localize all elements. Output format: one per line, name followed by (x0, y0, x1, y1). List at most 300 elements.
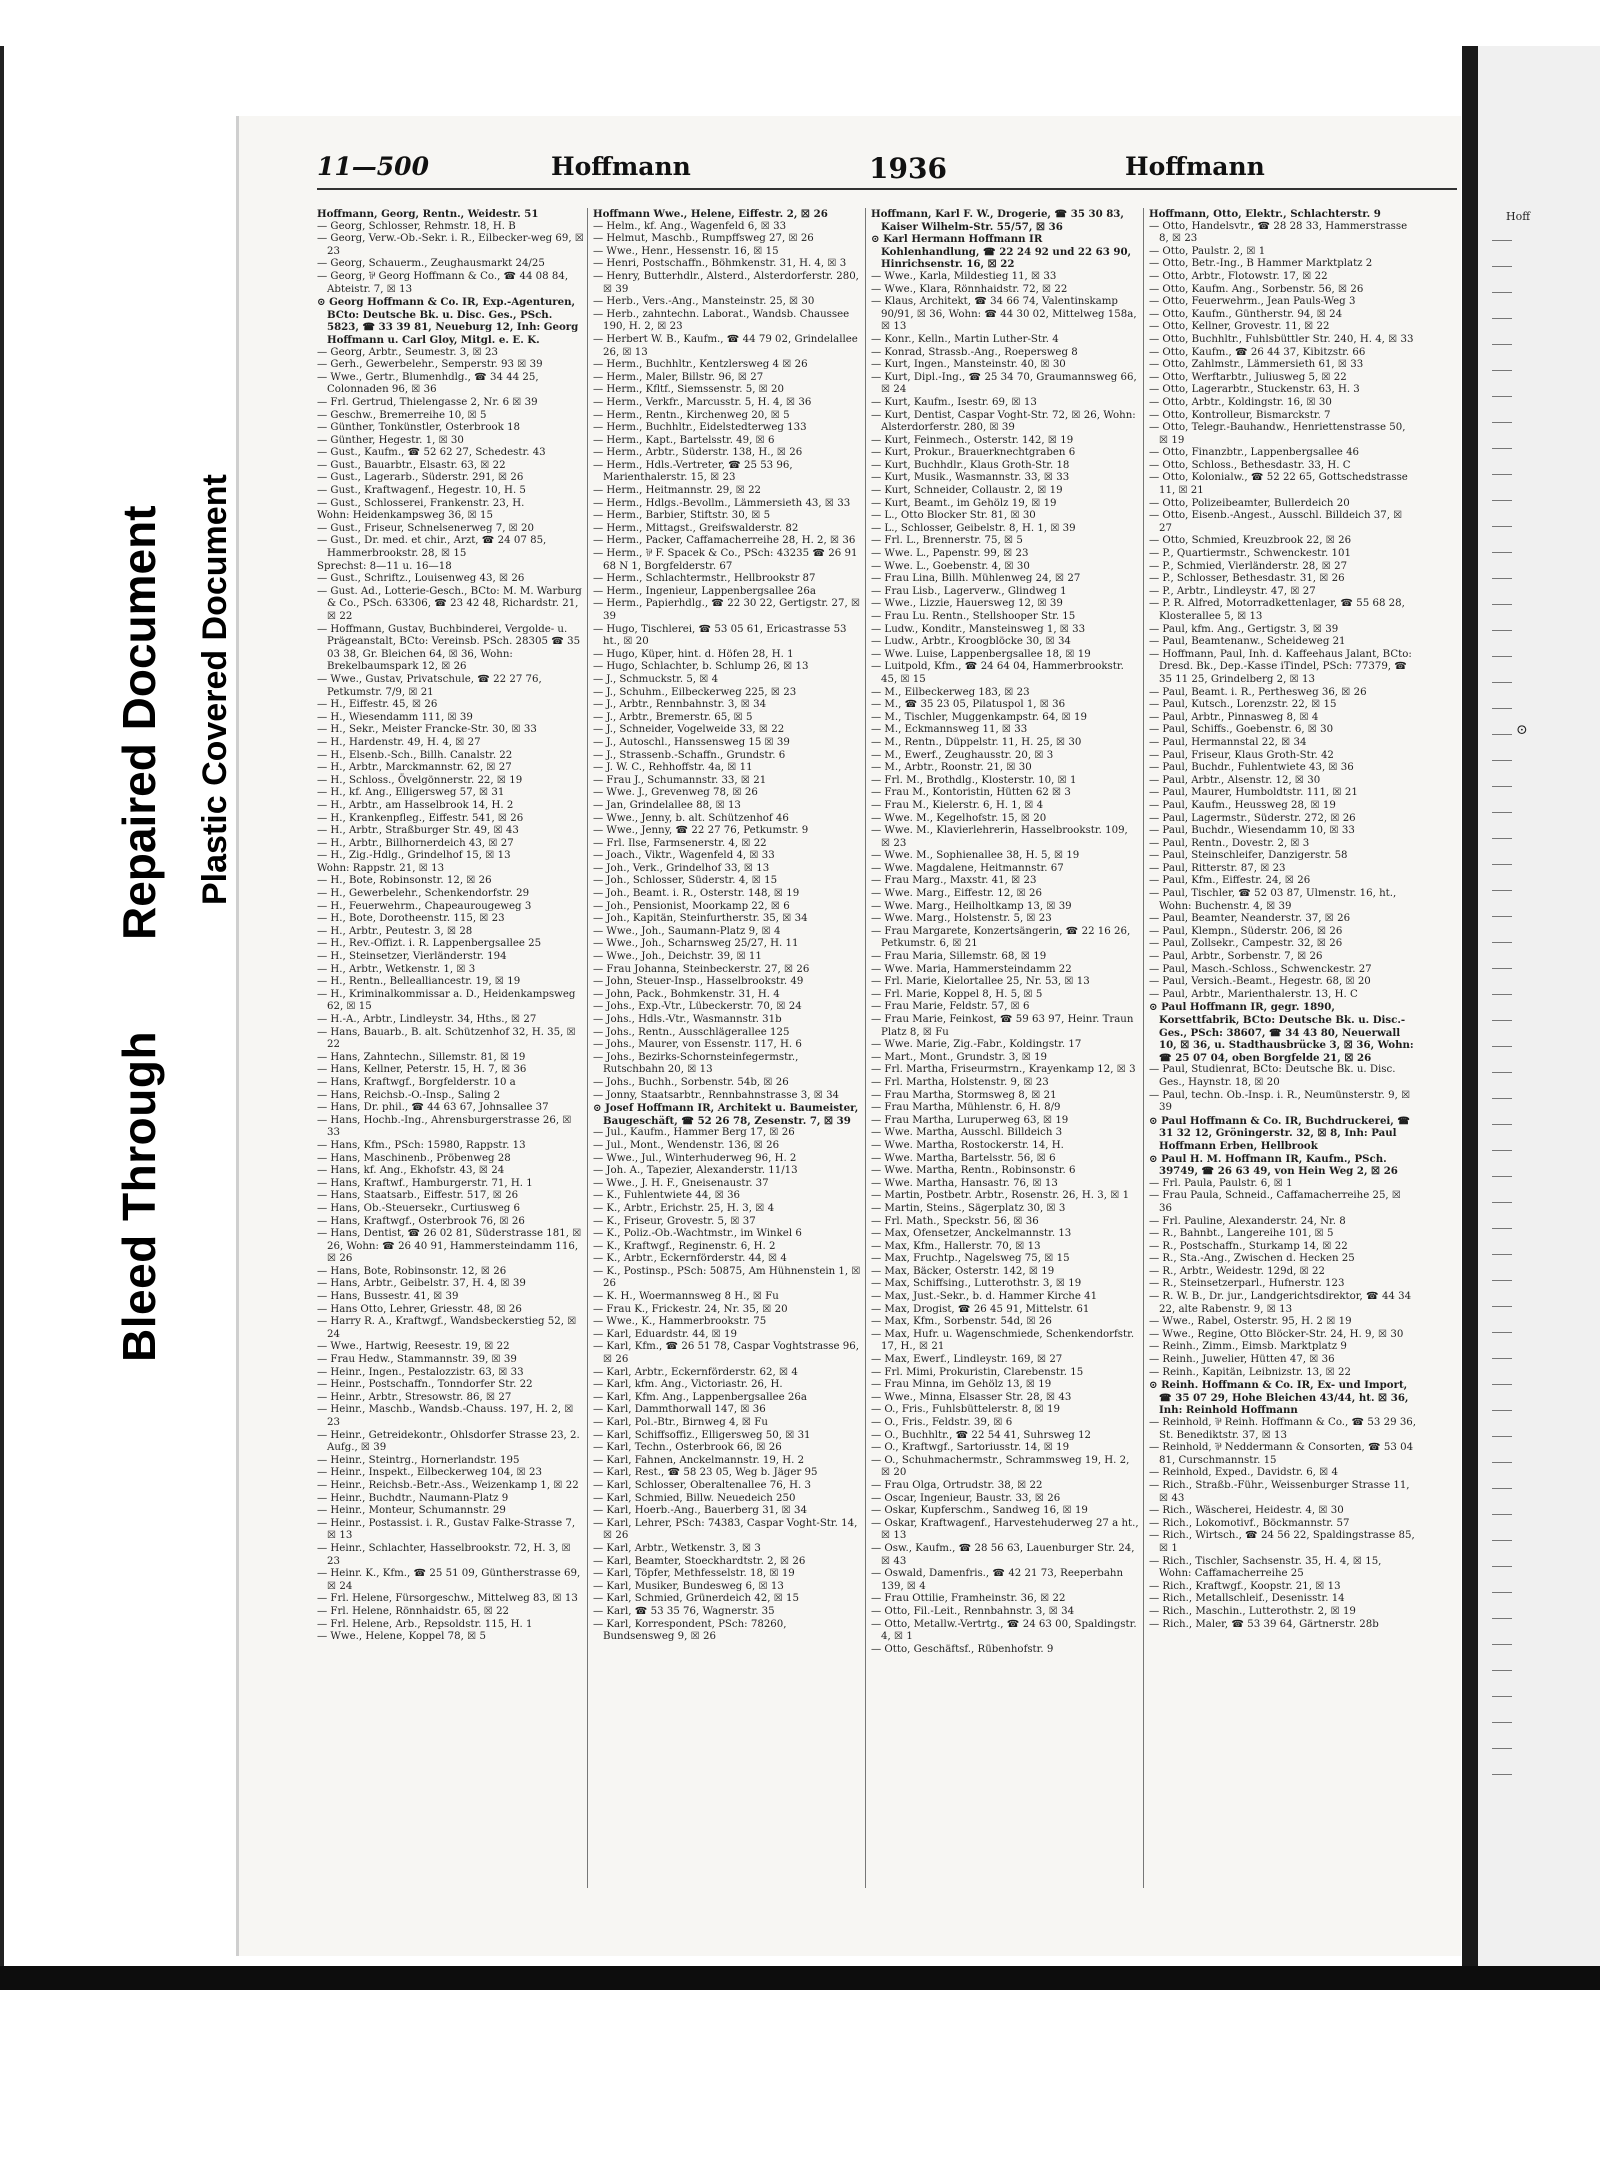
column-divider (865, 208, 866, 1888)
directory-entry: — Frau J., Schumannstr. 33, ☒ 21 (593, 774, 767, 786)
directory-entry: — Herm., Schlachtermstr., Hellbrookstr 87 (593, 573, 816, 585)
adjacent-page-line (1492, 968, 1512, 969)
adjacent-page-line (1492, 448, 1512, 449)
directory-entry: — Gust., Kaufm., ☎ 52 62 27, Schedestr. 43 (317, 447, 546, 459)
directory-entry: — Johs., Bezirks-Schornsteinfegermstr., Rutschbahn 20, ☒ 13 (593, 1051, 799, 1076)
directory-entry: — Otto, Schloss., Bethesdastr. 33, H. C (1149, 459, 1351, 471)
directory-entry: — Joh., Pensionist, Moorkamp 22, ☒ 6 (593, 900, 790, 912)
directory-entry: — Rich., Maler, ☎ 53 39 64, Gärtnerstr. 28b (1149, 1618, 1379, 1630)
directory-entry: — Otto, Paulstr. 2, ☒ 1 (1149, 245, 1266, 257)
directory-entry: — Klaus, Architekt, ☎ 34 66 74, Valentinskamp 90/91, ☒ 36, Wohn: ☎ 44 30 02, Mittelweg 158a, ☒ 13 (871, 296, 1137, 333)
directory-entry: — Max, Ewerf., Lindleystr. 169, ☒ 27 (871, 1354, 1063, 1366)
directory-entry: — Frau Olga, Ortrudstr. 38, ☒ 22 (871, 1479, 1043, 1491)
directory-entry: — Frau Maria, Sillemstr. 68, ☒ 19 (871, 951, 1047, 963)
directory-entry: — Wwe. M., Klavierlehrerin, Hasselbrookstr. 109, ☒ 23 (871, 825, 1128, 849)
directory-entry: — Kurt, Kaufm., Isestr. 69, ☒ 13 (871, 396, 1037, 408)
directory-entry: — Kurt, Dentist, Caspar Voght-Str. 72, ☒ 26, Wohn: Alsterdorferstr. 280, ☒ 39 (871, 409, 1136, 434)
directory-entry: — H., Elsenb.-Sch., Billh. Canalstr. 22 (317, 749, 513, 761)
directory-entry: — Wwe., Joh., Deichstr. 39, ☒ 11 (593, 951, 762, 963)
directory-entry: — Paul, Versich.-Beamt., Hegestr. 68, ☒ 20 (1149, 976, 1371, 988)
directory-entry: — Paul, Beamtenanw., Scheideweg 21 (1149, 636, 1346, 648)
directory-entry: — Wwe. Magdalene, Heitmannstr. 67 (871, 862, 1064, 874)
directory-entry: — Hans, Kraftwgf., Osterbrook 76, ☒ 26 (317, 1215, 525, 1227)
directory-entry: — Gust., Lagerarb., Süderstr. 291, ☒ 26 (317, 472, 524, 484)
adjacent-page-line (1492, 266, 1512, 267)
adjacent-page-line (1492, 1176, 1512, 1177)
directory-entry: — Rich., Wirtsch., ☎ 24 56 22, Spaldingstrasse 85, ☒ 1 (1149, 1530, 1415, 1554)
directory-entry: — Hoffmann, Paul, Inh. d. Kaffeehaus Jalant, BCto: Dresd. Bk., Dep.-Kasse iTindel, PSch: 77379, ☎ 35 11 25, Grindelberg 2, ☒ 13 (1149, 648, 1412, 685)
directory-entry: — Paul, Beamt. i. R., Perthesweg 36, ☒ 26 (1149, 686, 1367, 698)
directory-entry: — Otto, Lagerarbtr., Stuckenstr. 63, H. 3 (1149, 384, 1360, 396)
directory-entry: — Frl. M., Brothdlg., Klosterstr. 10, ☒ 1 (871, 774, 1077, 786)
directory-entry: — Wwe. L., Papenstr. 99, ☒ 23 (871, 548, 1029, 560)
directory-entry: — Karl, Musiker, Bundesweg 6, ☒ 13 (593, 1580, 784, 1592)
adjacent-page-line (1492, 526, 1512, 527)
directory-entry: — J. W. C., Rehhoffstr. 4a, ☒ 11 (593, 762, 753, 774)
directory-entry: — Herm., Kfltf., Siemssenstr. 5, ☒ 20 (593, 384, 785, 396)
directory-entry: — Wwe. Luise, Lappenbergsallee 18, ☒ 19 (871, 648, 1091, 660)
directory-entry: — John, Steuer-Insp., Hasselbrookstr. 49 (593, 976, 804, 988)
directory-entry: — H., Kriminalkommissar a. D., Heidenkampsweg 62, ☒ 15 (317, 988, 576, 1013)
directory-entry: — Paul, Tischler, ☎ 52 03 87, Ulmenstr. 16, ht., Wohn: Buchenstr. 4, ☒ 39 (1149, 888, 1397, 912)
directory-entry: — Heinr., Postschaffn., Tonndorfer Str. 22 (317, 1379, 533, 1391)
directory-entry: — R., Sta.-Ang., Zwischen d. Hecken 25 (1149, 1253, 1355, 1265)
directory-entry: — Herm., Heitmannstr. 29, ☒ 22 (593, 485, 762, 497)
directory-entry: — Gust., Dr. med. et chir., Arzt, ☎ 24 07 85, Hammerbrookstr. 28, ☒ 15 (317, 535, 547, 560)
directory-entry: — Wwe., Joh., Saumann-Platz 9, ☒ 4 (593, 925, 781, 937)
directory-entry: Hoffmann Wwe., Helene, Eiffestr. 2, ☒ 26 (593, 208, 828, 220)
directory-entry: — Otto, Kontrolleur, Bismarckstr. 7 (1149, 409, 1331, 421)
adjacent-page-line (1492, 292, 1512, 293)
directory-entry: — Heinr., Steintrg., Hornerlandstr. 195 (317, 1454, 520, 1466)
directory-entry: — Herm., Packer, Caffamacherreihe 28, H. 2, ☒ 36 (593, 535, 856, 547)
directory-entry: — K. H., Woermannsweg 8 H., ☒ Fu (593, 1291, 779, 1303)
directory-entry: ⊙ Josef Hoffmann IR, Architekt u. Baumeister, Baugeschäft, ☎ 52 26 78, Zesenstr. 7, ☒ 39 (593, 1102, 859, 1127)
page-header (239, 116, 1461, 196)
directory-entry: — K., Arbtr., Erichstr. 25, H. 3, ☒ 4 (593, 1202, 775, 1214)
directory-entry: — H., Krankenpfleg., Eiffestr. 541, ☒ 26 (317, 812, 524, 824)
adjacent-page-line (1492, 1748, 1512, 1749)
adjacent-page-line (1492, 604, 1512, 605)
directory-entry: — Paul, Arbtr., Marienthalerstr. 13, H. C (1149, 988, 1358, 1000)
directory-entry: — R., Steinsetzerparl., Hufnerstr. 123 (1149, 1278, 1345, 1290)
directory-entry: — Wwe., Joh., Scharnsweg 25/27, H. 11 (593, 938, 799, 950)
directory-entry: — Wwe. Martha, Bartelsstr. 56, ☒ 6 (871, 1152, 1056, 1164)
directory-entry: — P., Schlosser, Bethesdastr. 31, ☒ 26 (1149, 573, 1345, 585)
label-bleed-through: Bleed Through (113, 1030, 165, 1362)
directory-entry: — Georg, Verw.-Ob.-Sekr. i. R., Eilbecker-weg 69, ☒ 23 (317, 233, 584, 257)
adjacent-page-strip (1486, 210, 1596, 1910)
directory-entry: — Hans, Kraftwf., Hamburgerstr. 71, H. 1 (317, 1177, 533, 1189)
directory-entry: — Paul, Arbtr., Pinnasweg 8, ☒ 4 (1149, 711, 1319, 723)
directory-entry: — Kurt, Buchhdlr., Klaus Groth-Str. 18 (871, 459, 1070, 471)
directory-entry: ⊙ Karl Hermann Hoffmann IR Kohlenhandlung, ☎ 22 24 92 und 22 63 90, Hinrichsenstr. 16, ☒ 22 (871, 233, 1132, 271)
adjacent-page-line (1492, 1592, 1512, 1593)
directory-entry: — Reinh., Kapitän, Leibnizstr. 13, ☒ 22 (1149, 1366, 1351, 1378)
adjacent-page-line (1492, 1358, 1512, 1359)
directory-entry: — Gust., Friseur, Schnelsenerweg 7, ☒ 20 (317, 522, 535, 534)
directory-entry: — Gust., Schriftz., Louisenweg 43, ☒ 26 (317, 573, 525, 585)
directory-entry: — Wwe. Maria, Hammersteindamm 22 (871, 963, 1072, 975)
directory-entry: — Heinr., Getreidekontr., Ohlsdorfer Strasse 23, 2. Aufg., ☒ 39 (317, 1429, 580, 1454)
directory-entry: — Joh. A., Tapezier, Alexanderstr. 11/13 (593, 1165, 798, 1177)
directory-entry: — Johs., Rentn., Ausschlägerallee 125 (593, 1026, 790, 1038)
directory-entry: — Herm., Kapt., Bartelsstr. 49, ☒ 6 (593, 434, 775, 446)
adjacent-page-line (1492, 734, 1512, 735)
directory-column-4 (1149, 208, 1417, 1888)
scan-bottom-margin (0, 1966, 1600, 2177)
directory-entry: — Frl. Gertrud, Thielengasse 2, Nr. 6 ☒ 39 (317, 396, 538, 408)
directory-entry: — Wwe., Helene, Koppel 78, ☒ 5 (317, 1631, 486, 1643)
header-year: 1936 (869, 152, 947, 185)
directory-entry: — H., Bote, Dorotheenstr. 115, ☒ 23 (317, 913, 505, 925)
directory-entry: — Karl, Fahnen, Anckelmannstr. 19, H. 2 (593, 1454, 805, 1466)
directory-entry: — Karl, Arbtr., Eckernförderstr. 62, ☒ 4 (593, 1366, 798, 1378)
directory-entry: — Frau Martha, Mühlenstr. 6, H. 8/9 (871, 1102, 1061, 1114)
directory-entry: — Paul, Kutsch., Lorenzstr. 22, ☒ 15 (1149, 699, 1337, 711)
page-number: 11—500 (317, 152, 429, 181)
directory-entry: — J., Arbtr., Bremerstr. 65, ☒ 5 (593, 711, 753, 723)
directory-entry: — Frau Martha, Stormsweg 8, ☒ 21 (871, 1089, 1057, 1101)
directory-entry: — Jan, Grindelallee 88, ☒ 13 (593, 799, 741, 811)
directory-entry: — H., Steinsetzer, Vierländerstr. 194 (317, 951, 507, 963)
directory-entry: — Heinr., Maschb., Wandsb.-Chauss. 197, H. 2, ☒ 23 (317, 1404, 574, 1428)
directory-entry: — M., Rentn., Düppelstr. 11, H. 25, ☒ 30 (871, 736, 1082, 748)
directory-entry: — Herm., Papierhdlg., ☎ 22 30 22, Gertigstr. 27, ☒ 39 (593, 598, 861, 622)
adjacent-page-line (1492, 838, 1512, 839)
adjacent-page-line (1492, 786, 1512, 787)
directory-entry: — Frau Margarete, Konzertsängerin, ☎ 22 16 26, Petkumstr. 6, ☒ 21 (871, 925, 1131, 950)
directory-entry: — Heinr., Reichsb.-Betr.-Ass., Weizenkamp 1, ☒ 22 (317, 1479, 579, 1491)
directory-entry: — Hugo, Schlachter, b. Schlump 26, ☒ 13 (593, 661, 809, 673)
directory-entry: — P. R. Alfred, Motorradkettenlager, ☎ 55 68 28, Klosterallee 5, ☒ 13 (1149, 598, 1405, 622)
directory-entry: — H., Arbtr., am Hasselbrook 14, H. 2 (317, 799, 514, 811)
directory-entry: — Joach., Viktr., Wagenfeld 4, ☒ 33 (593, 850, 775, 862)
directory-entry: — Wwe., Karla, Mildestieg 11, ☒ 33 (871, 270, 1057, 282)
directory-entry: — K., Friseur, Grovestr. 5, ☒ 37 (593, 1215, 756, 1227)
directory-entry: — Wwe., Jenny, ☎ 22 27 76, Petkumstr. 9 (593, 825, 809, 837)
directory-entry: — H., Arbtr., Wetkenstr. 1, ☒ 3 (317, 963, 476, 975)
directory-entry: — Paul, Masch.-Schloss., Schwenckestr. 27 (1149, 963, 1372, 975)
column-divider (1143, 208, 1144, 1888)
directory-entry: — Wwe., Gertr., Blumenhdlg., ☎ 34 44 25, Colonnaden 96, ☒ 36 (317, 371, 539, 396)
directory-entry: — Wwe., Rabel, Osterstr. 95, H. 2 ☒ 19 (1149, 1316, 1352, 1328)
directory-entry: — Hans, Dentist, ☎ 26 02 81, Süderstrasse 181, ☒ 26, Wohn: ☎ 26 40 91, Hammersteindamm 116, ☒ 26 (317, 1228, 582, 1265)
directory-entry: — Herm., Rentn., Kirchenweg 20, ☒ 5 (593, 409, 790, 421)
adjacent-page-line (1492, 1644, 1512, 1645)
directory-entry: — K., Postinsp., PSch: 50875, Am Hühnenstein 1, ☒ 26 (593, 1265, 861, 1290)
directory-entry: — Paul, Maurer, Humboldtstr. 111, ☒ 21 (1149, 787, 1358, 799)
directory-entry: — O., Schuhmachermstr., Schrammsweg 19, H. 2, ☒ 20 (871, 1454, 1130, 1479)
label-repaired-document: Repaired Document (113, 505, 165, 940)
directory-entry: — Reinhold, Exped., Davidstr. 6, ☒ 4 (1149, 1467, 1338, 1479)
directory-entry: — Max, Hufr. u. Wagenschmiede, Schenkendorfstr. 17, H., ☒ 21 (871, 1328, 1135, 1353)
directory-entry: — Wwe., Henr., Hessenstr. 16, ☒ 15 (593, 245, 779, 257)
adjacent-page-line (1492, 1124, 1512, 1125)
directory-entry: — Max, Just.-Sekr., b. d. Hammer Kirche 41 (871, 1291, 1098, 1303)
directory-entry: — Wwe., Lizzie, Hauersweg 12, ☒ 39 (871, 598, 1063, 610)
directory-entry: — Frl. Helene, Arb., Repsoldstr. 115, H. 1 (317, 1618, 533, 1630)
directory-entry: — Gust. Ad., Lotterie-Gesch., BCto: M. M. Warburg & Co., PSch. 63306, ☎ 23 42 48, Richardstr. 21, ☒ 22 (317, 585, 582, 622)
directory-entry: — O., Fris., Feldstr. 39, ☒ 6 (871, 1417, 1013, 1428)
directory-entry: — Karl, Eduardstr. 44, ☒ 19 (593, 1328, 738, 1340)
directory-entry: — Otto, Metallw.-Vertrtg., ☎ 24 63 00, Spaldingstr. 4, ☒ 1 (871, 1618, 1137, 1643)
directory-entry: — Georg, ⅌ Georg Hoffmann & Co., ☎ 44 08 84, Abteistr. 7, ☒ 13 (317, 270, 569, 295)
adjacent-page-line (1492, 1670, 1512, 1671)
adjacent-page-line (1492, 422, 1512, 423)
directory-entry: — L., Schlosser, Geibelstr. 8, H. 1, ☒ 39 (871, 522, 1076, 534)
directory-entry: — Karl, ☎ 53 35 76, Wagnerstr. 35 (593, 1605, 775, 1617)
directory-entry: — Otto, Feuerwehrm., Jean Pauls-Weg 3 (1149, 296, 1356, 308)
directory-entry: — Paul, Schiffs., Goebenstr. 6, ☒ 30 (1149, 724, 1334, 736)
directory-entry: — H., Eiffestr. 45, ☒ 26 (317, 699, 438, 711)
directory-entry: — Karl, Schlosser, Oberaltenallee 76, H. 3 (593, 1479, 812, 1491)
directory-entry: — Wwe. M., Sophienallee 38, H. 5, ☒ 19 (871, 850, 1080, 862)
directory-entry: — Helm., kf. Ang., Wagenfeld 6, ☒ 33 (593, 220, 787, 232)
directory-entry: — Otto, Werftarbtr., Juliusweg 5, ☒ 22 (1149, 371, 1347, 383)
directory-entry: — Jul., Mont., Wendenstr. 136, ☒ 26 (593, 1139, 780, 1151)
directory-entry: — Ludw., Konditr., Mansteinsweg 1, ☒ 33 (871, 623, 1086, 635)
directory-entry: — Hans, Kfm., PSch: 15980, Rappstr. 13 (317, 1139, 526, 1151)
directory-entry: — Johs., Hdls.-Vtr., Wasmannstr. 31b (593, 1014, 782, 1025)
directory-entry: — Herm., Barbier, Stiftstr. 30, ☒ 5 (593, 510, 771, 522)
directory-entry: — Wwe. M., Kegelhofstr. 15, ☒ 20 (871, 812, 1047, 824)
directory-entry: — O., Kraftwgf., Sartoriusstr. 14, ☒ 19 (871, 1442, 1070, 1454)
adjacent-page-line (1492, 1254, 1512, 1255)
directory-entry: — Hans, Kraftwgf., Borgfelderstr. 10 a (317, 1076, 516, 1088)
adjacent-page-line (1492, 1072, 1512, 1073)
adjacent-page-heading: Hoff (1506, 210, 1531, 223)
directory-entry: — Kurt, Prokur., Brauerknechtgraben 6 (871, 447, 1076, 459)
directory-entry: — Jul., Kaufm., Hammer Berg 17, ☒ 26 (593, 1127, 795, 1139)
directory-entry: — Geschw., Bremerreihe 10, ☒ 5 (317, 409, 487, 421)
directory-entry: — Karl, Techn., Osterbrook 66, ☒ 26 (593, 1442, 782, 1454)
directory-entry: — Frl. Pauline, Alexanderstr. 24, Nr. 8 (1149, 1215, 1346, 1227)
directory-entry: — Max, Bäcker, Osterstr. 142, ☒ 19 (871, 1265, 1055, 1277)
directory-entry: — Joh., Kapitän, Steinfurtherstr. 35, ☒ 34 (593, 913, 808, 925)
directory-entry: — M., ☎ 35 23 05, Pilatuspol 1, ☒ 36 (871, 699, 1066, 711)
directory-entry: — P., Schmied, Vierländerstr. 28, ☒ 27 (1149, 560, 1348, 572)
directory-entry: — Heinr., Schlachter, Hasselbrookstr. 72, H. 3, ☒ 23 (317, 1542, 571, 1567)
directory-entry: — Otto, Kolonialw., ☎ 52 22 65, Gottschedstrasse 11, ☒ 21 (1149, 472, 1408, 497)
adjacent-page-line (1492, 1774, 1512, 1775)
directory-entry: — Karl, Korrespondent, PSch: 78260, Bundsensweg 9, ☒ 26 (593, 1618, 787, 1643)
adjacent-page-line (1492, 1384, 1512, 1385)
adjacent-page-line (1492, 682, 1512, 683)
directory-entry: — Otto, Betr.-Ing., B Hammer Marktplatz 2 (1149, 258, 1373, 270)
directory-entry: — H., Arbtr., Straßburger Str. 49, ☒ 43 (317, 825, 519, 837)
directory-entry: — Heinr., Buchdtr., Naumann-Platz 9 (317, 1492, 509, 1504)
directory-entry: — Wwe., Minna, Elsasser Str. 28, ☒ 43 (871, 1391, 1072, 1403)
directory-entry: — M., Tischler, Muggenkampstr. 64, ☒ 19 (871, 711, 1088, 723)
directory-entry: — P., Arbtr., Lindleystr. 47, ☒ 27 (1149, 585, 1316, 597)
adjacent-page-line (1492, 1306, 1512, 1307)
directory-entry: — R., Arbtr., Weidestr. 129d, ☒ 22 (1149, 1265, 1325, 1277)
directory-entry: — Karl, Arbtr., Wetkenstr. 3, ☒ 3 (593, 1542, 761, 1554)
directory-entry: — H., kf. Ang., Elligersweg 57, ☒ 31 (317, 787, 505, 799)
directory-entry: — Oscar, Ingenieur, Baustr. 33, ☒ 26 (871, 1492, 1061, 1504)
directory-entry: — Frl. Marie, Kielortallee 25, Nr. 53, ☒ 13 (871, 976, 1090, 988)
directory-entry: — Hugo, Küper, hint. d. Höfen 28, H. 1 (593, 648, 794, 660)
adjacent-page-line (1492, 1566, 1512, 1567)
scan-right-black-edge (1462, 46, 1478, 1966)
directory-entry: — Georg, Schauerm., Zeughausmarkt 24/25 (317, 258, 545, 270)
directory-entry: — Gust., Schlosserei, Frankenstr. 23, H. (317, 497, 525, 509)
directory-entry: — Günther, Hegestr. 1, ☒ 30 (317, 434, 464, 446)
directory-entry: — Martin, Steins., Sägerplatz 30, ☒ 3 (871, 1202, 1066, 1214)
directory-entry: — Jonny, Staatsarbtr., Rennbahnstrasse 3, ☒ 34 (593, 1089, 840, 1101)
directory-entry: — Paul, Studienrat, BCto: Deutsche Bk. u. Disc. Ges., Haynstr. 18, ☒ 20 (1149, 1064, 1396, 1088)
directory-entry: — Hans, Ob.-Steuersekr., Curtiusweg 6 (317, 1202, 521, 1214)
directory-entry: — Frau Marie, Feinkost, ☎ 59 63 97, Heinr. Traun Platz 8, ☒ Fu (871, 1014, 1134, 1038)
directory-entry: — Martin, Postbetr. Arbtr., Rosenstr. 26, H. 3, ☒ 1 (871, 1190, 1130, 1202)
adjacent-page-line (1492, 1280, 1512, 1281)
directory-entry: — Wwe., Regine, Otto Blöcker-Str. 24, H. 9, ☒ 30 (1149, 1328, 1404, 1340)
directory-entry: — Otto, Kaufm., ☎ 26 44 37, Kibitzstr. 66 (1149, 346, 1366, 358)
adjacent-page-line (1492, 1202, 1512, 1203)
directory-entry: — Wwe., Hartwig, Reesestr. 19, ☒ 22 (317, 1341, 510, 1353)
directory-entry: — Karl, kfm. Ang., Victoriastr. 26, H. (593, 1379, 783, 1391)
directory-entry: — Hans, Zahntechn., Sillemstr. 81, ☒ 19 (317, 1051, 526, 1063)
directory-entry: — H.-A., Arbtr., Lindleystr. 34, Hths., ☒ 27 (317, 1014, 537, 1025)
adjacent-page-line (1492, 708, 1512, 709)
adjacent-page-line (1492, 1020, 1512, 1021)
directory-column-3 (871, 208, 1139, 1888)
adjacent-page-line (1492, 994, 1512, 995)
directory-entry: — Joh., Verk., Grindelhof 33, ☒ 13 (593, 862, 770, 874)
directory-entry: — Frau Hedw., Stammannstr. 39, ☒ 39 (317, 1354, 517, 1366)
directory-column-1 (317, 208, 585, 1888)
directory-entry: — H., Sekr., Meister Francke-Str. 30, ☒ 33 (317, 724, 537, 736)
directory-entry: — Otto, Eisenb.-Angest., Ausschl. Billdeich 37, ☒ 27 (1149, 510, 1403, 534)
label-plastic-covered-document: Plastic Covered Document (196, 474, 234, 905)
directory-entry: — M., Eilbeckerweg 183, ☒ 23 (871, 686, 1030, 698)
directory-entry: — J., Autoschl., Hanssensweg 15 ☒ 39 (593, 736, 790, 748)
directory-entry: — Wwe. Martha, Hansastr. 76, ☒ 13 (871, 1177, 1058, 1189)
directory-entry: — Paul, Rentn., Dovestr. 2, ☒ 3 (1149, 837, 1310, 849)
directory-column-2 (593, 208, 861, 1888)
directory-entry: — Osw., Kaufm., ☎ 28 56 63, Lauenburger Str. 24, ☒ 43 (871, 1542, 1135, 1567)
directory-entry: — Otto, Zahlmstr., Lämmersieth 61, ☒ 33 (1149, 359, 1364, 371)
directory-entry: — Karl, Rest., ☎ 58 23 05, Weg b. Jäger 95 (593, 1467, 818, 1479)
directory-entry: — Frau Lina, Billh. Mühlenweg 24, ☒ 27 (871, 573, 1081, 585)
adjacent-page-line (1492, 1436, 1512, 1437)
directory-entry: — Hoffmann, Gustav, Buchbinderei, Vergolde- u. Prägeanstalt, BCto: Vereinsb. PSch. 28305 ☎ 35 03 38, Gr. Bleichen 64, ☒ 36, Wohn: Brekelbaumspark 12, ☒ 26 (317, 623, 581, 673)
directory-entry: — Paul, Arbtr., Alsenstr. 12, ☒ 30 (1149, 774, 1321, 786)
directory-entry: — Frl. Helene, Rönnhaidstr. 65, ☒ 22 (317, 1605, 510, 1617)
directory-entry: — L., Otto Blocker Str. 81, ☒ 30 (871, 510, 1036, 522)
directory-entry: — H., Feuerwehrm., Chapeaurougeweg 3 (317, 900, 532, 912)
directory-entry: — Wwe., Jul., Winterhuderweg 96, H. 2 (593, 1152, 797, 1164)
directory-entry: — Wwe., Jenny, b. alt. Schützenhof 46 (593, 812, 789, 824)
directory-entry: — Wwe., J. H. F., Gneisenaustr. 37 (593, 1177, 769, 1189)
adjacent-page-line (1492, 344, 1512, 345)
directory-entry: — Otto, Finanzbtr., Lappenbergsallee 46 (1149, 447, 1360, 459)
directory-entry: — Paul, Ritterstr. 87, ☒ 23 (1149, 862, 1286, 874)
directory-entry: — Frl. Helene, Fürsorgeschw., Mittelweg 83, ☒ 13 (317, 1593, 578, 1605)
directory-entry: — Frau Ottilie, Framheinstr. 36, ☒ 22 (871, 1593, 1066, 1605)
adjacent-page-line (1492, 942, 1512, 943)
directory-entry: — Paul, techn. Ob.-Insp. i. R., Neumünsterstr. 9, ☒ 39 (1149, 1089, 1411, 1114)
directory-entry: — Hans, Hochb.-Ing., Ahrensburgerstrasse 26, ☒ 33 (317, 1114, 572, 1139)
directory-entry: — Hans, Arbtr., Geibelstr. 37, H. 4, ☒ 39 (317, 1278, 526, 1290)
directory-entry: — Ludw., Arbtr., Kroogblöcke 30, ☒ 34 (871, 636, 1071, 648)
directory-entry: — Karl, Schmied, Billw. Neuedeich 250 (593, 1492, 796, 1504)
adjacent-page-line (1492, 630, 1512, 631)
directory-entry: — K., Kraftwgf., Reginenstr. 6, H. 2 (593, 1240, 776, 1252)
adjacent-page-line (1492, 500, 1512, 501)
directory-entry: — Henry, Butterhdlr., Alsterd., Alsterdorferstr. 280, ☒ 39 (593, 270, 859, 295)
adjacent-page-line (1492, 1514, 1512, 1515)
directory-entry: — Otto, Arbtr., Koldingstr. 16, ☒ 30 (1149, 396, 1332, 408)
directory-entry: — R., Postschaffn., Sturkamp 14, ☒ 22 (1149, 1240, 1348, 1252)
directory-entry: — Herm., Hdlgs.-Bevollm., Lämmersieth 43, ☒ 33 (593, 497, 851, 509)
directory-entry: — Wwe., Gustav, Privatschule, ☎ 22 27 76, Petkumstr. 7/9, ☒ 21 (317, 673, 542, 698)
adjacent-page-line (1492, 1098, 1512, 1099)
directory-entry: — Karl, Beamter, Stoeckhardtstr. 2, ☒ 26 (593, 1555, 806, 1567)
directory-entry: — Paul, Friseur, Klaus Groth-Str. 42 (1149, 749, 1334, 761)
directory-entry: — Johs., Buchh., Sorbenstr. 54b, ☒ 26 (593, 1076, 789, 1088)
directory-entry: — Hans, Kellner, Peterstr. 15, H. 7, ☒ 36 (317, 1064, 527, 1076)
directory-entry: ⊙ Paul Hoffmann IR, gegr. 1890, Korsettfabrik, BCto: Deutsche Bk. u. Disc.-Ges., PSch: 38607, ☎ 34 43 80, Neuerwall 10, ☒ 36, u. Stadthausbrücke 3, ☒ 36, Wohn: ☎ 25 07 04, oben Borgfelde 21, ☒ 26 (1149, 1001, 1414, 1064)
directory-entry: — John, Pack., Bohmkenstr. 31, H. 4 (593, 988, 780, 1000)
directory-entry: Hoffmann, Georg, Rentn., Weidestr. 51 (317, 208, 539, 220)
header-rule (317, 188, 1457, 190)
directory-page (236, 116, 1461, 1956)
adjacent-page-line (1492, 552, 1512, 553)
directory-entry: — Heinr., Inspekt., Eilbeckerweg 104, ☒ 23 (317, 1467, 543, 1479)
directory-entry: — Oskar, Kraftwagenf., Harvestehuderweg 27 a ht., ☒ 13 (871, 1517, 1139, 1542)
directory-entry: — J., Schneider, Vogelweide 33, ☒ 22 (593, 724, 785, 736)
directory-entry: — Wwe. Martha, Rentn., Robinsonstr. 6 (871, 1165, 1076, 1177)
directory-entry: — Frau Lisb., Lagerverw., Glindweg 1 (871, 585, 1067, 597)
directory-entry: — Paul, Kfm., Eiffestr. 24, ☒ 26 (1149, 875, 1311, 887)
directory-entry: — Otto, Schmied, Kreuzbrook 22, ☒ 26 (1149, 535, 1352, 547)
directory-entry: — Paul, Beamter, Neanderstr. 37, ☒ 26 (1149, 913, 1351, 925)
directory-entry: — Reinh., Zimm., Eimsb. Marktplatz 9 (1149, 1341, 1347, 1353)
directory-entry: — Johs., Maurer, von Essenstr. 117, H. 6 (593, 1039, 802, 1051)
directory-entry: — Otto, Arbtr., Flotowstr. 17, ☒ 22 (1149, 270, 1328, 282)
directory-entry: — Heinr., Ingen., Pestalozzistr. 63, ☒ 33 (317, 1366, 524, 1378)
adjacent-page-line (1492, 1228, 1512, 1229)
directory-entry: — Herm., Mittagst., Greifswalderstr. 82 (593, 522, 799, 534)
adjacent-page-line (1492, 396, 1512, 397)
directory-entry: — Hugo, Tischlerei, ☎ 53 05 61, Ericastrasse 53 ht., ☒ 20 (593, 623, 847, 648)
directory-entry: — Günther, Tonkünstler, Osterbrook 18 (317, 422, 521, 434)
directory-entry: — Otto, Fil.-Leit., Rennbahnstr. 3, ☒ 34 (871, 1605, 1075, 1617)
directory-entry: — Max, Schiffsing., Lutterothstr. 3, ☒ 19 (871, 1278, 1082, 1290)
directory-entry: — Reinhold, ⅌ Reinh. Hoffmann & Co., ☎ 53 29 36, St. Benediktstr. 37, ☒ 13 (1149, 1417, 1417, 1441)
directory-entry: — Wwe. Marie, Zig.-Fabr., Koldingstr. 17 (871, 1039, 1082, 1051)
directory-entry: — O., Buchhltr., ☎ 22 54 41, Suhrsweg 12 (871, 1429, 1092, 1441)
directory-entry: — H., Wiesendamm 111, ☒ 39 (317, 711, 473, 723)
directory-entry: — H., Bote, Robinsonstr. 12, ☒ 26 (317, 875, 492, 887)
directory-entry: ⊙ Reinh. Hoffmann & Co. IR, Ex- und Import, ☎ 35 07 29, Hohe Bleichen 43/44, ht. ☒ 36, Inh: Reinhold Hoffmann (1149, 1379, 1409, 1417)
directory-entry: Wohn: Rappstr. 21, ☒ 13 (317, 862, 445, 874)
directory-entry: — Otto, Handelsvtr., ☎ 28 28 33, Hammerstrasse 8, ☒ 23 (1149, 220, 1408, 245)
directory-entry: ⊙ Paul H. M. Hoffmann IR, Kaufm., PSch. 39749, ☎ 26 63 49, von Hein Weg 2, ☒ 26 (1149, 1152, 1398, 1178)
directory-entry: — Kurt, Beamt., im Gehölz 19, ☒ 19 (871, 497, 1057, 509)
directory-entry: — Frau Marg., Maxstr. 41, ☒ 23 (871, 875, 1037, 887)
adjacent-page-mark: ⊙ (1516, 722, 1528, 738)
directory-entry: — Frau Lu. Rentn., Stellshooper Str. 15 (871, 611, 1076, 622)
directory-entry: — Heinr., Postassist. i. R., Gustav Falke-Strasse 7, ☒ 13 (317, 1517, 576, 1542)
directory-entry: — Max, Kfm., Sorbenstr. 54d, ☒ 26 (871, 1316, 1052, 1328)
directory-entry: — K., Poliz.-Ob.-Wachtmstr., im Winkel 6 (593, 1228, 802, 1240)
directory-entry: — Paul, Steinschleifer, Danzigerstr. 58 (1149, 850, 1348, 862)
directory-entry: — Rich., Straßb.-Führ., Weissenburger Strasse 11, ☒ 43 (1149, 1479, 1410, 1504)
directory-entry: — Max, Fruchtp., Nagelsweg 75, ☒ 15 (871, 1253, 1070, 1265)
